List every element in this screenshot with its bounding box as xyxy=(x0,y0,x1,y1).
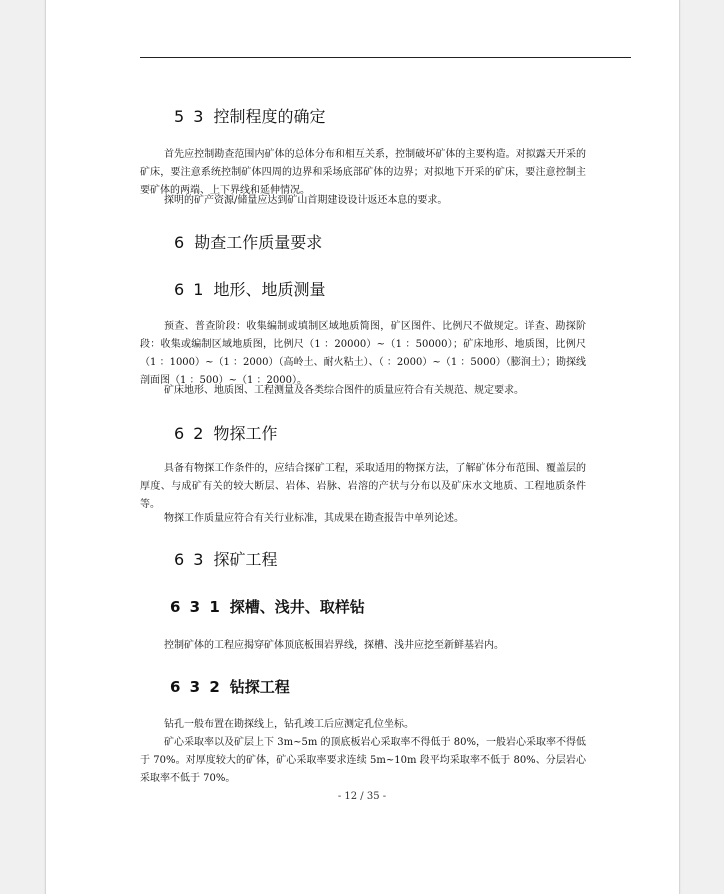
section-heading-6-3-1: 6 3 1 探槽、浅井、取样钻 xyxy=(170,598,365,616)
paragraph-survey-scales: 预查、普查阶段：收集编制或填制区域地质简图，矿区图件、比例尺不做规定。详查、勘探阶段：收集或编制区域地质图，比例尺（1 ：20000）~（1 ：50000）；矿床地形、地质图，比例尺（1 ：1000）~（1 ：2000）（高岭土、耐火粘土）、（ ：2000）~（1 ：5000）（膨润土）；勘探线剖面图（1 ：500）~（1 ：2000）。 xyxy=(140,321,586,386)
paragraph-core-recovery: 矿心采取率以及矿层上下 3m~5m 的顶底板岩心采取率不得低于 80%，一般岩心采取率不得低于 70%。对厚度较大的矿体，矿心采取率要求连续 5m~10m 段平均采取率不低于 80%、分层岩心采取率不低于 70%。 xyxy=(140,737,586,784)
section-heading-6-1: 6 1 地形、地质测量 xyxy=(174,280,326,299)
paragraph-geophysics-conditions: 具备有物探工作条件的，应结合探矿工程，采取适用的物探方法，了解矿体分布范围、覆盖层的厚度、与成矿有关的较大断层、岩体、岩脉、岩溶的产状与分布以及矿床水文地质、工程地质条件等。 xyxy=(140,463,586,510)
section-heading-5-3: 5 3 控制程度的确定 xyxy=(174,107,326,126)
header-rule xyxy=(140,57,631,58)
paragraph-geophysics-quality: 物探工作质量应符合有关行业标准，其成果在勘查报告中单列论述。 xyxy=(164,513,464,524)
paragraph-survey-quality: 矿床地形、地质图、工程测量及各类综合图件的质量应符合有关规范、规定要求。 xyxy=(164,385,524,396)
section-heading-6-3-2: 6 3 2 钻探工程 xyxy=(170,678,290,696)
paragraph-control-scope: 首先应控制勘查范围内矿体的总体分布和相互关系，控制破坏矿体的主要构造。对拟露天开采的矿床，要注意系统控制矿体四周的边界和采场底部矿体的边界；对拟地下开采的矿床，要注意控制主要矿体的两端、上下界线和延伸情况。 xyxy=(140,149,586,196)
section-heading-6-3: 6 3 探矿工程 xyxy=(174,550,278,569)
page-number-footer: - 12 / 35 - xyxy=(337,791,387,802)
section-heading-6-2: 6 2 物探工作 xyxy=(174,424,278,443)
paragraph-trench-requirement: 控制矿体的工程应揭穿矿体顶底板围岩界线，探槽、浅井应挖至新鲜基岩内。 xyxy=(164,640,504,651)
section-heading-6: 6 勘查工作质量要求 xyxy=(174,233,323,252)
paragraph-reserve-requirement: 探明的矿产资源/储量应达到矿山首期建设设计返还本息的要求。 xyxy=(164,195,448,206)
paragraph-borehole-placement: 钻孔一般布置在勘探线上，钻孔竣工后应测定孔位坐标。 xyxy=(164,719,414,730)
